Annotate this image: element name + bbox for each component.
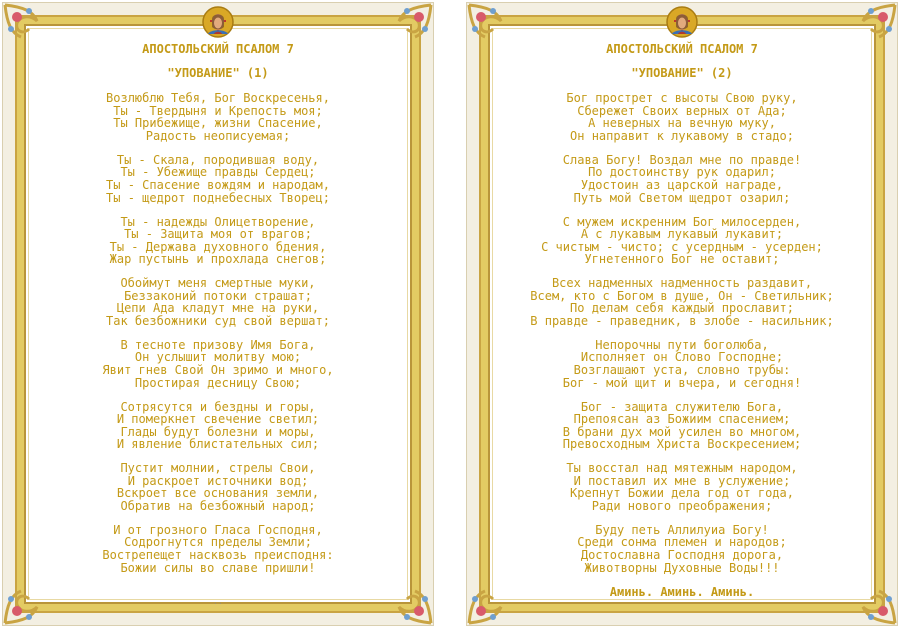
stanza — [501, 339, 863, 389]
verse-line: Угнетенного Бог не оставит; — [584, 252, 780, 267]
verse-line: В правде - праведник, в злобе - насильник; — [530, 313, 834, 328]
closing-line: Аминь. Аминь. Аминь. — [609, 584, 755, 599]
verse-line: А с лукавым лукавый лукавит; — [580, 227, 784, 242]
verse-line: Беззаконий потоки страшат; — [124, 288, 312, 303]
verse-line: Возглашают уста, словно трубы: — [573, 363, 791, 378]
verse-line: Содрогнутся пределы Земли; — [124, 535, 312, 550]
verse-line: Ты восстал над мятежным народом, — [566, 461, 798, 476]
stanza-list — [501, 92, 863, 574]
psalm-subtitle: "УПОВАНИЕ" (2) — [631, 65, 733, 80]
verse-line: Обратив на безбожный народ; — [120, 499, 316, 513]
verse-line: Животворны Духовные Воды!!! — [584, 560, 780, 575]
verse-line: Простирая десницу Свою; — [134, 375, 302, 390]
verse-line: Радость неописуемая; — [145, 128, 291, 143]
christ-icon — [666, 5, 698, 39]
verse-line: Непорочны пути боголюба, — [595, 337, 769, 352]
verse-line: Ты - щедрот поднебесных Творец; — [106, 190, 330, 205]
stanza — [37, 216, 399, 266]
verse-line: И поставил их мне в услужение; — [573, 473, 791, 488]
psalm-subtitle: "УПОВАНИЕ" (1) — [167, 65, 269, 80]
verse-line: Возлюблю Тебя, Бог Воскресенья, — [106, 91, 330, 106]
stanza-list — [37, 92, 399, 574]
verse-line: Ради нового преображения; — [591, 499, 773, 513]
stanza — [501, 462, 863, 512]
verse-line: Он направит к лукавому в стадо; — [570, 128, 794, 143]
verse-line: Всем, кто с Богом в душе, Он - Светильник; — [530, 288, 834, 303]
verse-line: Ты - Убежище правды Сердец; — [120, 165, 316, 180]
christ-icon — [202, 5, 234, 39]
verse-line: По достоинству рук одарил; — [588, 165, 776, 180]
verse-line: Препоясан аз Божиим спасением; — [573, 412, 791, 427]
stanza — [501, 92, 863, 142]
verse-line: Превосходным Христа Воскресением; — [562, 437, 802, 452]
psalm-title: АПОСТОЛЬСКИЙ ПСАЛОМ 7 — [142, 42, 294, 56]
stanza — [37, 401, 399, 451]
verse-line: В тесноте призову Имя Бога, — [120, 337, 316, 352]
verse-line: Божии силы во славе пришли! — [120, 560, 316, 575]
stanza — [37, 339, 399, 389]
stanza — [501, 401, 863, 451]
stanza — [37, 462, 399, 512]
verse-line: Удостоин аз царской награде, — [580, 178, 784, 193]
verse-line: Пустит молнии, стрелы Свои, — [120, 461, 316, 476]
verse-line: По делам себя каждый прославит; — [570, 301, 794, 316]
psalm-page-right — [466, 2, 898, 626]
verse-line: И явление блистательных сил; — [116, 437, 320, 452]
verse-line: Ты - Держава духовного бдения, — [109, 239, 327, 254]
verse-line: И раскроет источники вод; — [127, 473, 309, 488]
verse-line: Всех надменных надменность раздавит, — [551, 276, 813, 291]
stanza — [501, 154, 863, 204]
verse-line: Так безбожники суд свой вершат; — [106, 313, 330, 328]
verse-line: А неверных на вечную муку, — [588, 116, 776, 131]
stanza — [501, 216, 863, 266]
verse-line: Ты Прибежище, жизни Спасение, — [113, 116, 323, 131]
stanza — [37, 277, 399, 327]
verse-line: И померкнет свечение светил; — [116, 412, 320, 427]
verse-line: Слава Богу! Воздал мне по правде! — [562, 152, 802, 167]
verse-line: Исполняет он Слово Господне; — [580, 350, 784, 365]
verse-line: Буду петь Аллилуиа Богу! — [595, 522, 769, 537]
verse-line: Явит гнев Свой Он зримо и много, — [102, 363, 334, 378]
psalm-text-right — [501, 41, 863, 599]
verse-line: Крепнут Божии дела год от года, — [570, 486, 794, 501]
verse-line: Путь мой Светом щедрот озарил; — [573, 190, 791, 205]
psalm-page-left — [2, 2, 434, 626]
verse-line: Ты - Твердыня и Крепость моя; — [113, 103, 323, 118]
verse-line: В брани дух мой усилен во многом, — [562, 424, 802, 439]
verse-line: Ты - Спасение вождям и народам, — [106, 178, 330, 193]
page-mark: .. — [213, 597, 223, 606]
stanza — [37, 92, 399, 142]
psalm-text-left — [37, 41, 399, 595]
verse-line: И от грозного Гласа Господня, — [113, 522, 323, 537]
verse-line: Достославна Господня дорога, — [580, 548, 784, 563]
verse-line: Бог прострет с высоты Свою руку, — [566, 91, 798, 106]
verse-line: Он услышит молитву мою; — [134, 350, 302, 365]
verse-line: Вострепещет насквозь преисподня: — [102, 548, 334, 563]
verse-line: Цепи Ада кладут мне на руки, — [116, 301, 320, 316]
verse-line: Бог - мой щит и вчера, и сегодня! — [562, 375, 802, 390]
stanza — [501, 524, 863, 574]
psalm-title: АПОСТОЛЬСКИЙ ПСАЛОМ 7 — [606, 42, 758, 56]
verse-line: Среди сонма племен и народов; — [577, 535, 787, 550]
verse-line: Сбережет Своих верных от Ада; — [577, 103, 787, 118]
verse-line: Бог - защита служителю Бога, — [580, 399, 784, 414]
stanza — [37, 524, 399, 574]
verse-line: Обоймут меня смертные муки, — [120, 276, 316, 291]
verse-line: Ты - Защита моя от врагов; — [124, 227, 312, 242]
verse-line: С чистым - чисто; с усердным - усерден; — [541, 239, 823, 254]
stanza — [501, 277, 863, 327]
verse-line: Глады будут болезни и моры, — [120, 424, 316, 439]
verse-line: Вскроет все основания земли, — [116, 486, 320, 501]
stanza — [37, 154, 399, 204]
verse-line: Ты - Скала, породившая воду, — [116, 152, 320, 167]
verse-line: С мужем искренним Бог милосерден, — [562, 214, 802, 229]
verse-line: Сотрясутся и бездны и горы, — [120, 399, 316, 414]
verse-line: Ты - надежды Олицетворение, — [120, 214, 316, 229]
verse-line: Жар пустынь и прохлада снегов; — [109, 252, 327, 267]
